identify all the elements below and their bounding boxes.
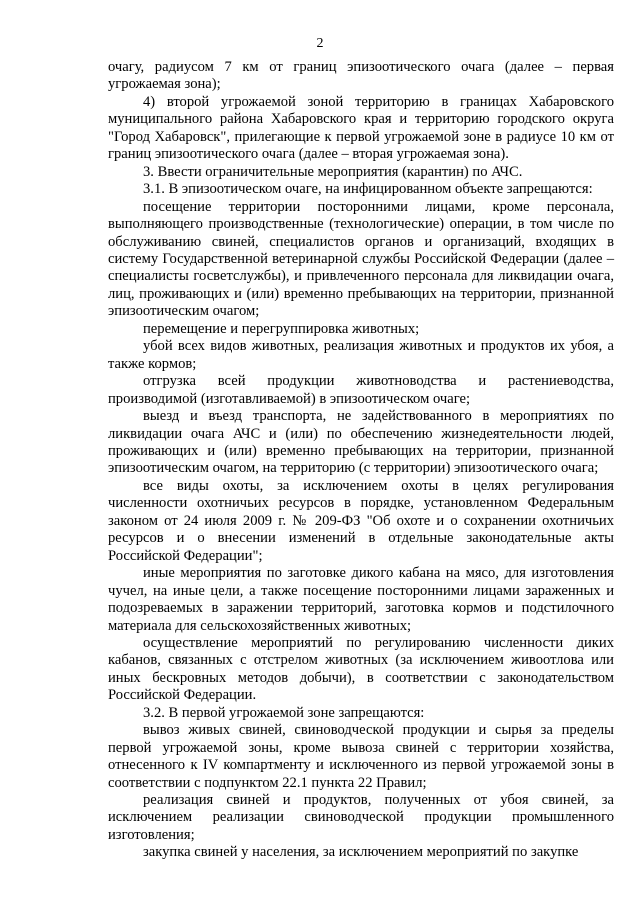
paragraph: убой всех видов животных, реализация животных и продуктов их убоя, а также кормов; (108, 338, 614, 372)
paragraph: очагу, радиусом 7 км от границ эпизоотического очага (далее – первая угрожаемая зона); (108, 59, 614, 93)
page-number: 2 (316, 36, 324, 51)
paragraph: 4) второй угрожаемой зоной территорию в границах Хабаровского муниципального района Хабаровского края и территорию городского округа "Город Хабаровск", прилегающие к первой угрожаемой зоне в радиусе 10 км от границ эпизоотического очага (далее – вторая угрожаемая зона). (108, 93, 614, 163)
paragraph: перемещение и перегруппировка животных; (143, 320, 420, 337)
paragraph: выезд и въезд транспорта, не задействованного в мероприятиях по ликвидации очага АЧС и (или) по обеспечению жизнедеятельности людей, проживающих и (или) временно пребывающих на территории, признанной эпизоотическим очагом, на территорию (с территории) эпизоотического очага; (108, 408, 614, 477)
document-body (108, 59, 614, 862)
paragraph: вывоз живых свиней, свиноводческой продукции и сырья за пределы первой угрожаемой зоны, кроме вывоза свиней с территории хозяйства, отнесенного к IV компартменту и исключенного из первой угрожаемой зоны в соответствии с подпунктом 22.1 пункта 22 Правил; (108, 722, 614, 791)
paragraph: посещение территории посторонними лицами, кроме персонала, выполняющего производственные (технологические) операции, в том числе по обслуживанию свиней, специалистов органов и организаций, входящих в систему Государственной ветеринарной службы Российской Федерации (далее – специалисты госветслужбы), и привлеченного персонала для ликвидации очага, лиц, проживающих и (или) временно пребывающих на территории, признанной эпизоотическим очагом; (108, 198, 614, 320)
paragraph: закупка свиней у населения, за исключением мероприятий по закупке (143, 844, 579, 861)
paragraph: иные мероприятия по заготовке дикого кабана на мясо, для изготовления чучел, на иные цели, а также посещение посторонними лицами зараженных и подозреваемых в заражении территорий, заготовка кормов и подстилочного материала для сельскохозяйственных животных; (108, 565, 614, 634)
paragraph: осуществление мероприятий по регулированию численности диких кабанов, связанных с отстрелом животных (за исключением живоотлова или иных бескровных методов добычи), в соответствии с законодательством Российской Федерации. (108, 634, 614, 704)
paragraph: 3. Ввести ограничительные мероприятия (карантин) по АЧС. (143, 163, 523, 180)
paragraph: все виды охоты, за исключением охоты в целях регулирования численности охотничьих ресурсов в порядке, установленном Федеральным законом от 24 июля 2009 г. № 209-ФЗ "Об охоте и о сохранении охотничьих ресурсов и о внесении изменений в отдельные законодательные акты Российской Федерации"; (108, 477, 614, 564)
paragraph: отгрузка всей продукции животноводства и растениеводства, производимой (изготавливаемой) в эпизоотическом очаге; (108, 373, 614, 407)
paragraph: 3.2. В первой угрожаемой зоне запрещаются: (143, 704, 425, 721)
paragraph: реализация свиней и продуктов, полученных от убоя свиней, за исключением реализации свиноводческой продукции промышленного изготовления; (108, 792, 614, 843)
paragraph: 3.1. В эпизоотическом очаге, на инфицированном объекте запрещаются: (143, 181, 593, 198)
